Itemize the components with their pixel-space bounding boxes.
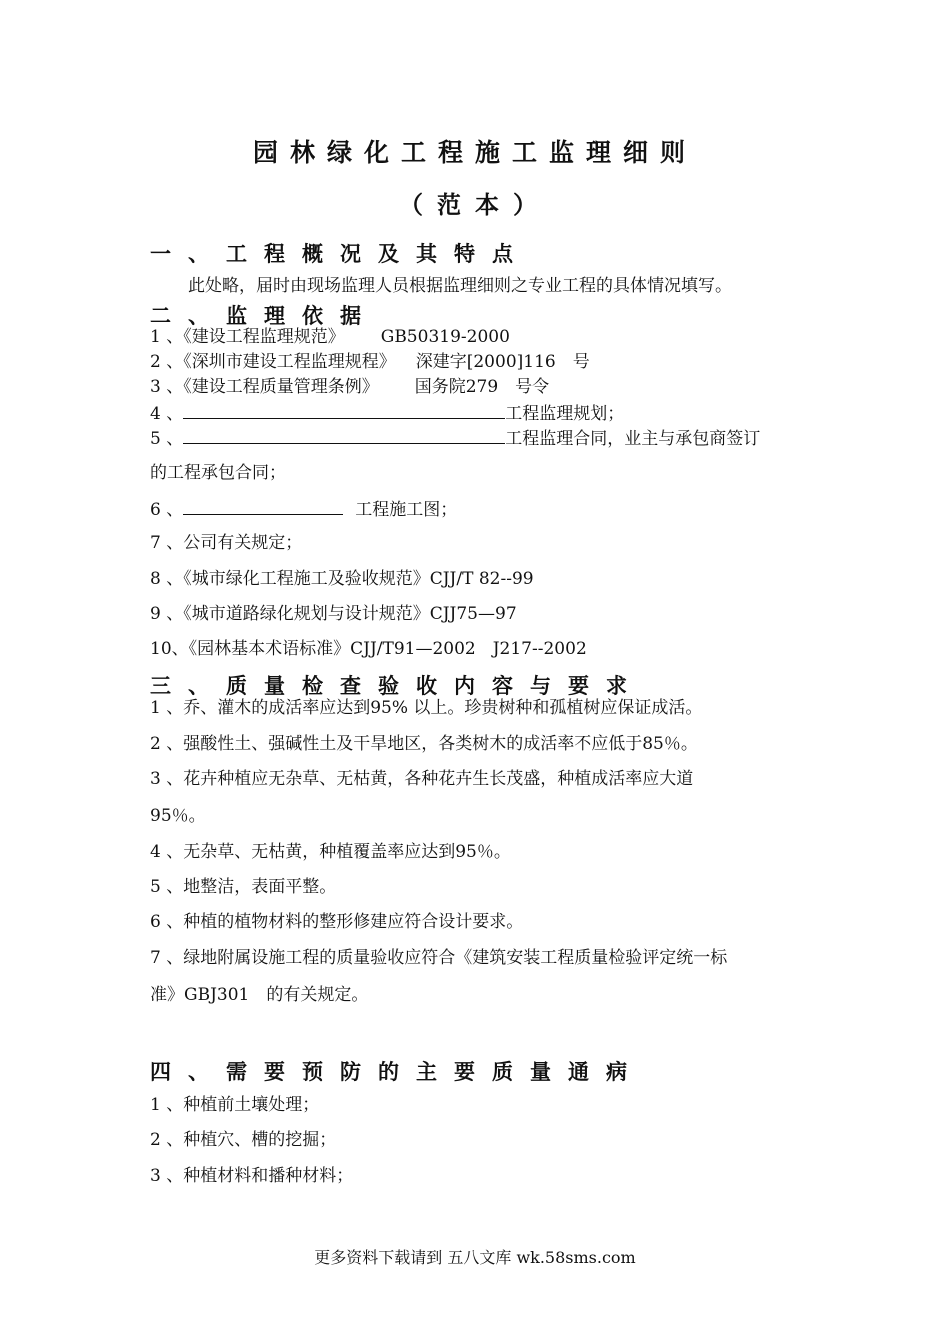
item-number: 2 、 xyxy=(150,734,184,754)
item-text: 乔、灌木的成活率应达到95% 以上。珍贵树种和孤植树应保证成活。 xyxy=(183,698,703,718)
quality-item-6 xyxy=(150,912,523,932)
item-text: 无杂草、无枯黄，种植覆盖率应达到95％。 xyxy=(183,842,511,862)
basis-item-7 xyxy=(150,533,302,553)
item-number: 1 、 xyxy=(150,327,184,347)
item-text: 地整洁，表面平整。 xyxy=(183,877,337,897)
basis-item-2 xyxy=(150,352,590,372)
basis-item-6 xyxy=(150,498,457,520)
defect-item-3 xyxy=(150,1166,353,1186)
item-text: 工程监理合同，业主与承包商签订 xyxy=(505,429,761,449)
item-text: 绿地附属设施工程的质量验收应符合《建筑安装工程质量检验评定统一标 xyxy=(183,948,728,968)
item-text: 工程监理规划； xyxy=(505,404,625,424)
section-1-body: 此处略，届时由现场监理人员根据监理细则之专业工程的具体情况填写。 xyxy=(188,276,732,296)
item-number: 4 、 xyxy=(150,404,184,424)
basis-item-5-continued: 的工程承包合同； xyxy=(150,463,286,483)
basis-item-9 xyxy=(150,604,517,624)
item-number: 2 、 xyxy=(150,1130,184,1150)
item-number: 5 、 xyxy=(150,877,184,897)
quality-item-7-continued: 准》GBJ301 的有关规定。 xyxy=(150,985,369,1005)
item-number: 2 、 xyxy=(150,352,184,372)
item-text: 种植穴、槽的挖掘； xyxy=(183,1130,337,1150)
item-number: 10、 xyxy=(150,639,189,659)
basis-item-4 xyxy=(150,402,624,424)
item-text: 花卉种植应无杂草、无枯黄，各种花卉生长茂盛，种植成活率应大道 xyxy=(183,769,694,789)
quality-item-5 xyxy=(150,877,336,897)
item-number: 3 、 xyxy=(150,1166,184,1186)
item-number: 3 、 xyxy=(150,769,184,789)
basis-item-8 xyxy=(150,569,534,589)
item-number: 7 、 xyxy=(150,948,184,968)
section-2-heading: 二、监理依据 xyxy=(150,304,378,328)
basis-item-10 xyxy=(150,639,587,659)
item-text: 种植材料和播种材料； xyxy=(183,1166,354,1186)
basis-item-3 xyxy=(150,377,549,397)
item-text: 强酸性土、强碱性土及干旱地区，各类树木的成活率不应低于85％。 xyxy=(183,734,698,754)
quality-item-2 xyxy=(150,734,698,754)
section-4-heading: 四、需要预防的主要质量通病 xyxy=(150,1060,644,1084)
fill-in-blank[interactable] xyxy=(183,402,505,419)
item-number: 5 、 xyxy=(150,429,184,449)
item-text: 种植的植物材料的整形修建应符合设计要求。 xyxy=(183,912,524,932)
item-text: 工程施工图； xyxy=(355,500,458,520)
defect-item-1 xyxy=(150,1095,319,1115)
item-number: 9 、 xyxy=(150,604,184,624)
quality-item-7 xyxy=(150,948,727,968)
item-number: 6 、 xyxy=(150,912,184,932)
item-number: 8 、 xyxy=(150,569,184,589)
item-code: GB50319-2000 xyxy=(380,327,510,347)
quality-item-3 xyxy=(150,769,693,789)
item-text: 《建设工程质量管理条例》 xyxy=(183,377,379,397)
quality-item-3-continued: 95％。 xyxy=(150,806,206,826)
section-3-heading: 三、质量检查验收内容与要求 xyxy=(150,674,644,698)
download-footer: 更多资料下载请到 五八文库 wk.58sms.com xyxy=(314,1248,636,1267)
item-text: 《园林基本术语标准》CJJ/T91—2002 J217--2002 xyxy=(188,639,587,659)
fill-in-blank[interactable] xyxy=(183,498,343,515)
fill-in-blank[interactable] xyxy=(183,427,505,444)
item-number: 1 、 xyxy=(150,698,184,718)
item-text: 公司有关规定； xyxy=(183,533,303,553)
quality-item-1 xyxy=(150,698,702,718)
item-code: 国务院279 号令 xyxy=(414,377,550,397)
document-title: 园林绿化工程施工监理细则 xyxy=(252,138,697,167)
item-text: 《城市道路绿化规划与设计规范》CJJ75—97 xyxy=(183,604,517,624)
item-text: 《城市绿化工程施工及验收规范》CJJ/T 82--99 xyxy=(183,569,534,589)
item-number: 4 、 xyxy=(150,842,184,862)
item-number: 1 、 xyxy=(150,1095,184,1115)
defect-item-2 xyxy=(150,1130,336,1150)
item-number: 7 、 xyxy=(150,533,184,553)
item-number: 3 、 xyxy=(150,377,184,397)
item-text: 种植前土壤处理； xyxy=(183,1095,320,1115)
basis-item-5 xyxy=(150,427,760,449)
section-1-heading: 一、工程概况及其特点 xyxy=(150,242,530,266)
document-subtitle: （范本） xyxy=(399,191,551,219)
quality-item-4 xyxy=(150,842,511,862)
item-code: 深建字[2000]116 号 xyxy=(415,352,590,372)
item-text: 《建设工程监理规范》 xyxy=(183,327,345,347)
basis-item-1 xyxy=(150,327,510,347)
item-text: 《深圳市建设工程监理规程》 xyxy=(183,352,396,372)
item-number: 6 、 xyxy=(150,500,184,520)
